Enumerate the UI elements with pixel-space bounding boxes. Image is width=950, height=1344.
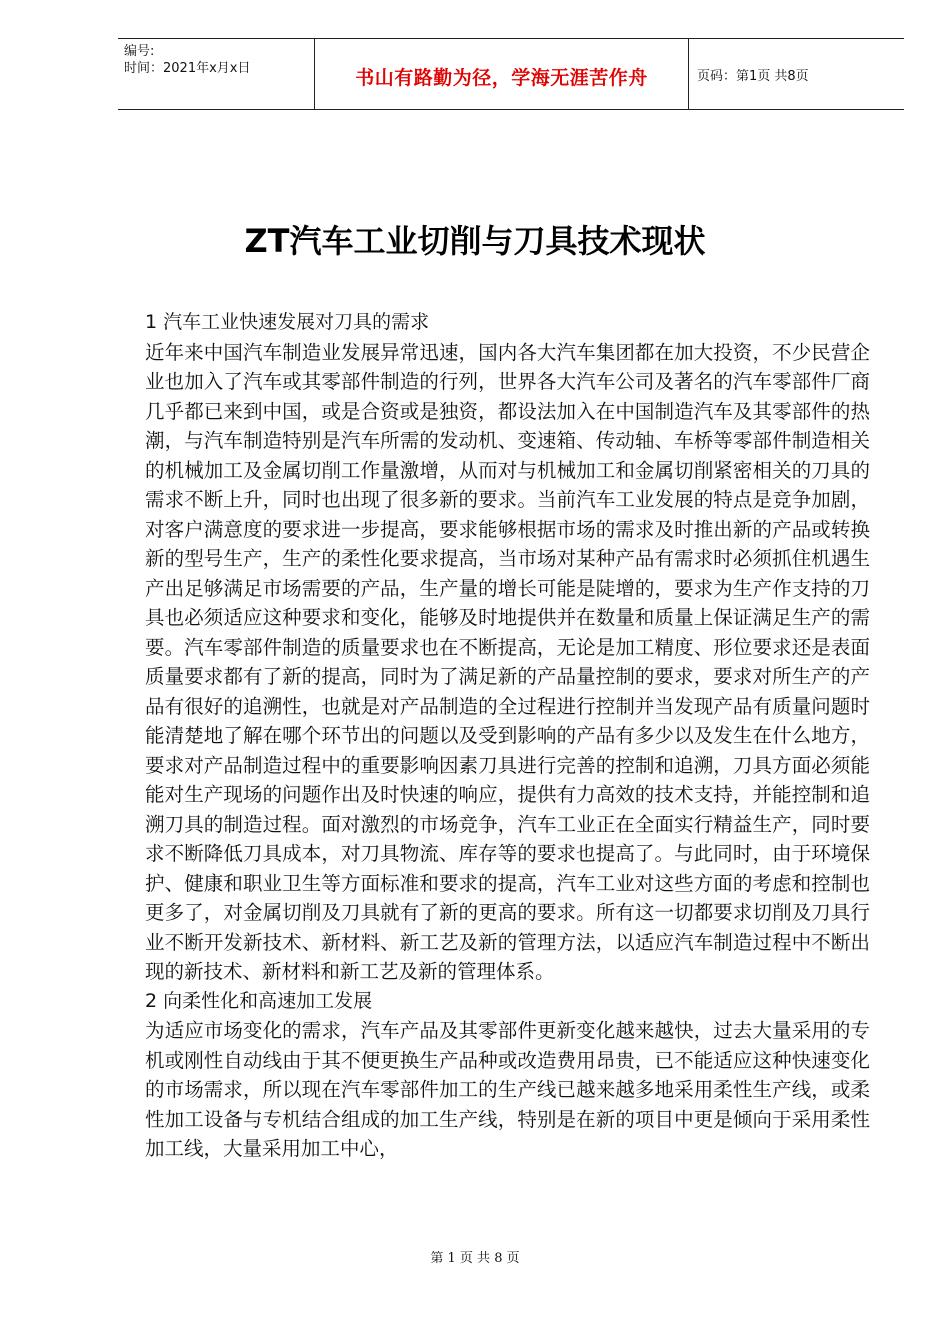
header-page-cell [689,39,904,109]
document-title: ZT汽车工业切削与刀具技术现状 [244,222,706,261]
header-motto-cell [315,39,689,109]
page-header [118,38,904,110]
section-heading: 1 汽车工业快速发展对刀具的需求 [145,311,430,333]
header-motto: 书山有路勤为径，学海无涯苦作舟 [355,67,648,89]
document-number-label: 编号: [124,44,155,59]
header-meta-cell [118,39,315,109]
document-body [145,308,870,1164]
section-heading: 2 向柔性化和高速加工发展 [145,989,373,1012]
document-time-label: 时间：2021年x月x日 [124,61,251,76]
header-page-info: 页码：第1页 共8页 [697,69,809,84]
section-paragraph: 近年来中国汽车制造业发展异常迅速，国内各大汽车集团都在加大投资，不少民营企业也加入了汽车或其零部件制造的行列，世界各大汽车公司及著名的汽车零部件厂商几乎都已来到中国，或是合资或是独资，都设法加入在中国制造汽车及其零部件的热潮，与汽车制造特别是汽车所需的发动机、变速箱、传动轴、车桥等零部件制造相关的机械加工及金属切削工作量激增，从而对与机械加工和金属切削紧密相关的刀具的需求不断上升，同时也出现了很多新的要求。当前汽车工业发展的特点是竞争加剧，对客户满意度的要求进一步提高，要求能够根据市场的需求及时推出新的产品或转换新的型号生产，生产的柔性化要求提高，当市场对某种产品有需求时必须抓住机遇生产出足够满足市场需要的产品，生产量的增长可能是陡增的，要求为生产作支持的刀具也必须适应这种要求和变化，能够及时地提供并在数量和质量上保证满足生产的需要。汽车零部件制造的质量要求也在不断提高，无论是加工精度、形位要求还是表面质量要求都有了新的提高，同时为了满足新的产品量控制的要求，要求对所生产的产品有很好的追溯性，也就是对产品制造的全过程进行控制并当发现产品有质量问题时能清楚地了解在哪个环节出的问题以及受到影响的产品有多少以及发生在什么地方，要求对产品制造过程中的重要影响因素刀具进行完善的控制和追溯，刀具方面必须能能对生产现场的问题作出及时快速的响应，提供有力高效的技术支持，并能控制和追溯刀具的制造过程。面对激烈的市场竞争，汽车工业正在全面实行精益生产，同时要求不断降低刀具成本，对刀具物流、库存等的要求也提高了。与此同时，由于环境保护、健康和职业卫生等方面标准和要求的提高，汽车工业对这些方面的考虑和控制也更多了，对金属切削及刀具就有了新的更高的要求。所有这一切都要求切削及刀具行业不断开发新技术、新材料、新工艺及新的管理方法，以适应汽车制造过程中不断出现的新技术、新材料和新工艺及新的管理体系。 [145,340,870,983]
section-paragraph: 为适应市场变化的需求，汽车产品及其零部件更新变化越来越快，过去大量采用的专机或刚性自动线由于其不便更换生产品种或改造费用昂贵，已不能适应这种快速变化的市场需求，所以现在汽车零部件加工的生产线已越来越多地采用柔性生产线，或柔性加工设备与专机结合组成的加工生产线，特别是在新的项目中更是倾向于采用柔性加工线，大量采用加工中心， [145,1019,870,1160]
page-footer: 第 1 页 共 8 页 [430,1251,520,1266]
